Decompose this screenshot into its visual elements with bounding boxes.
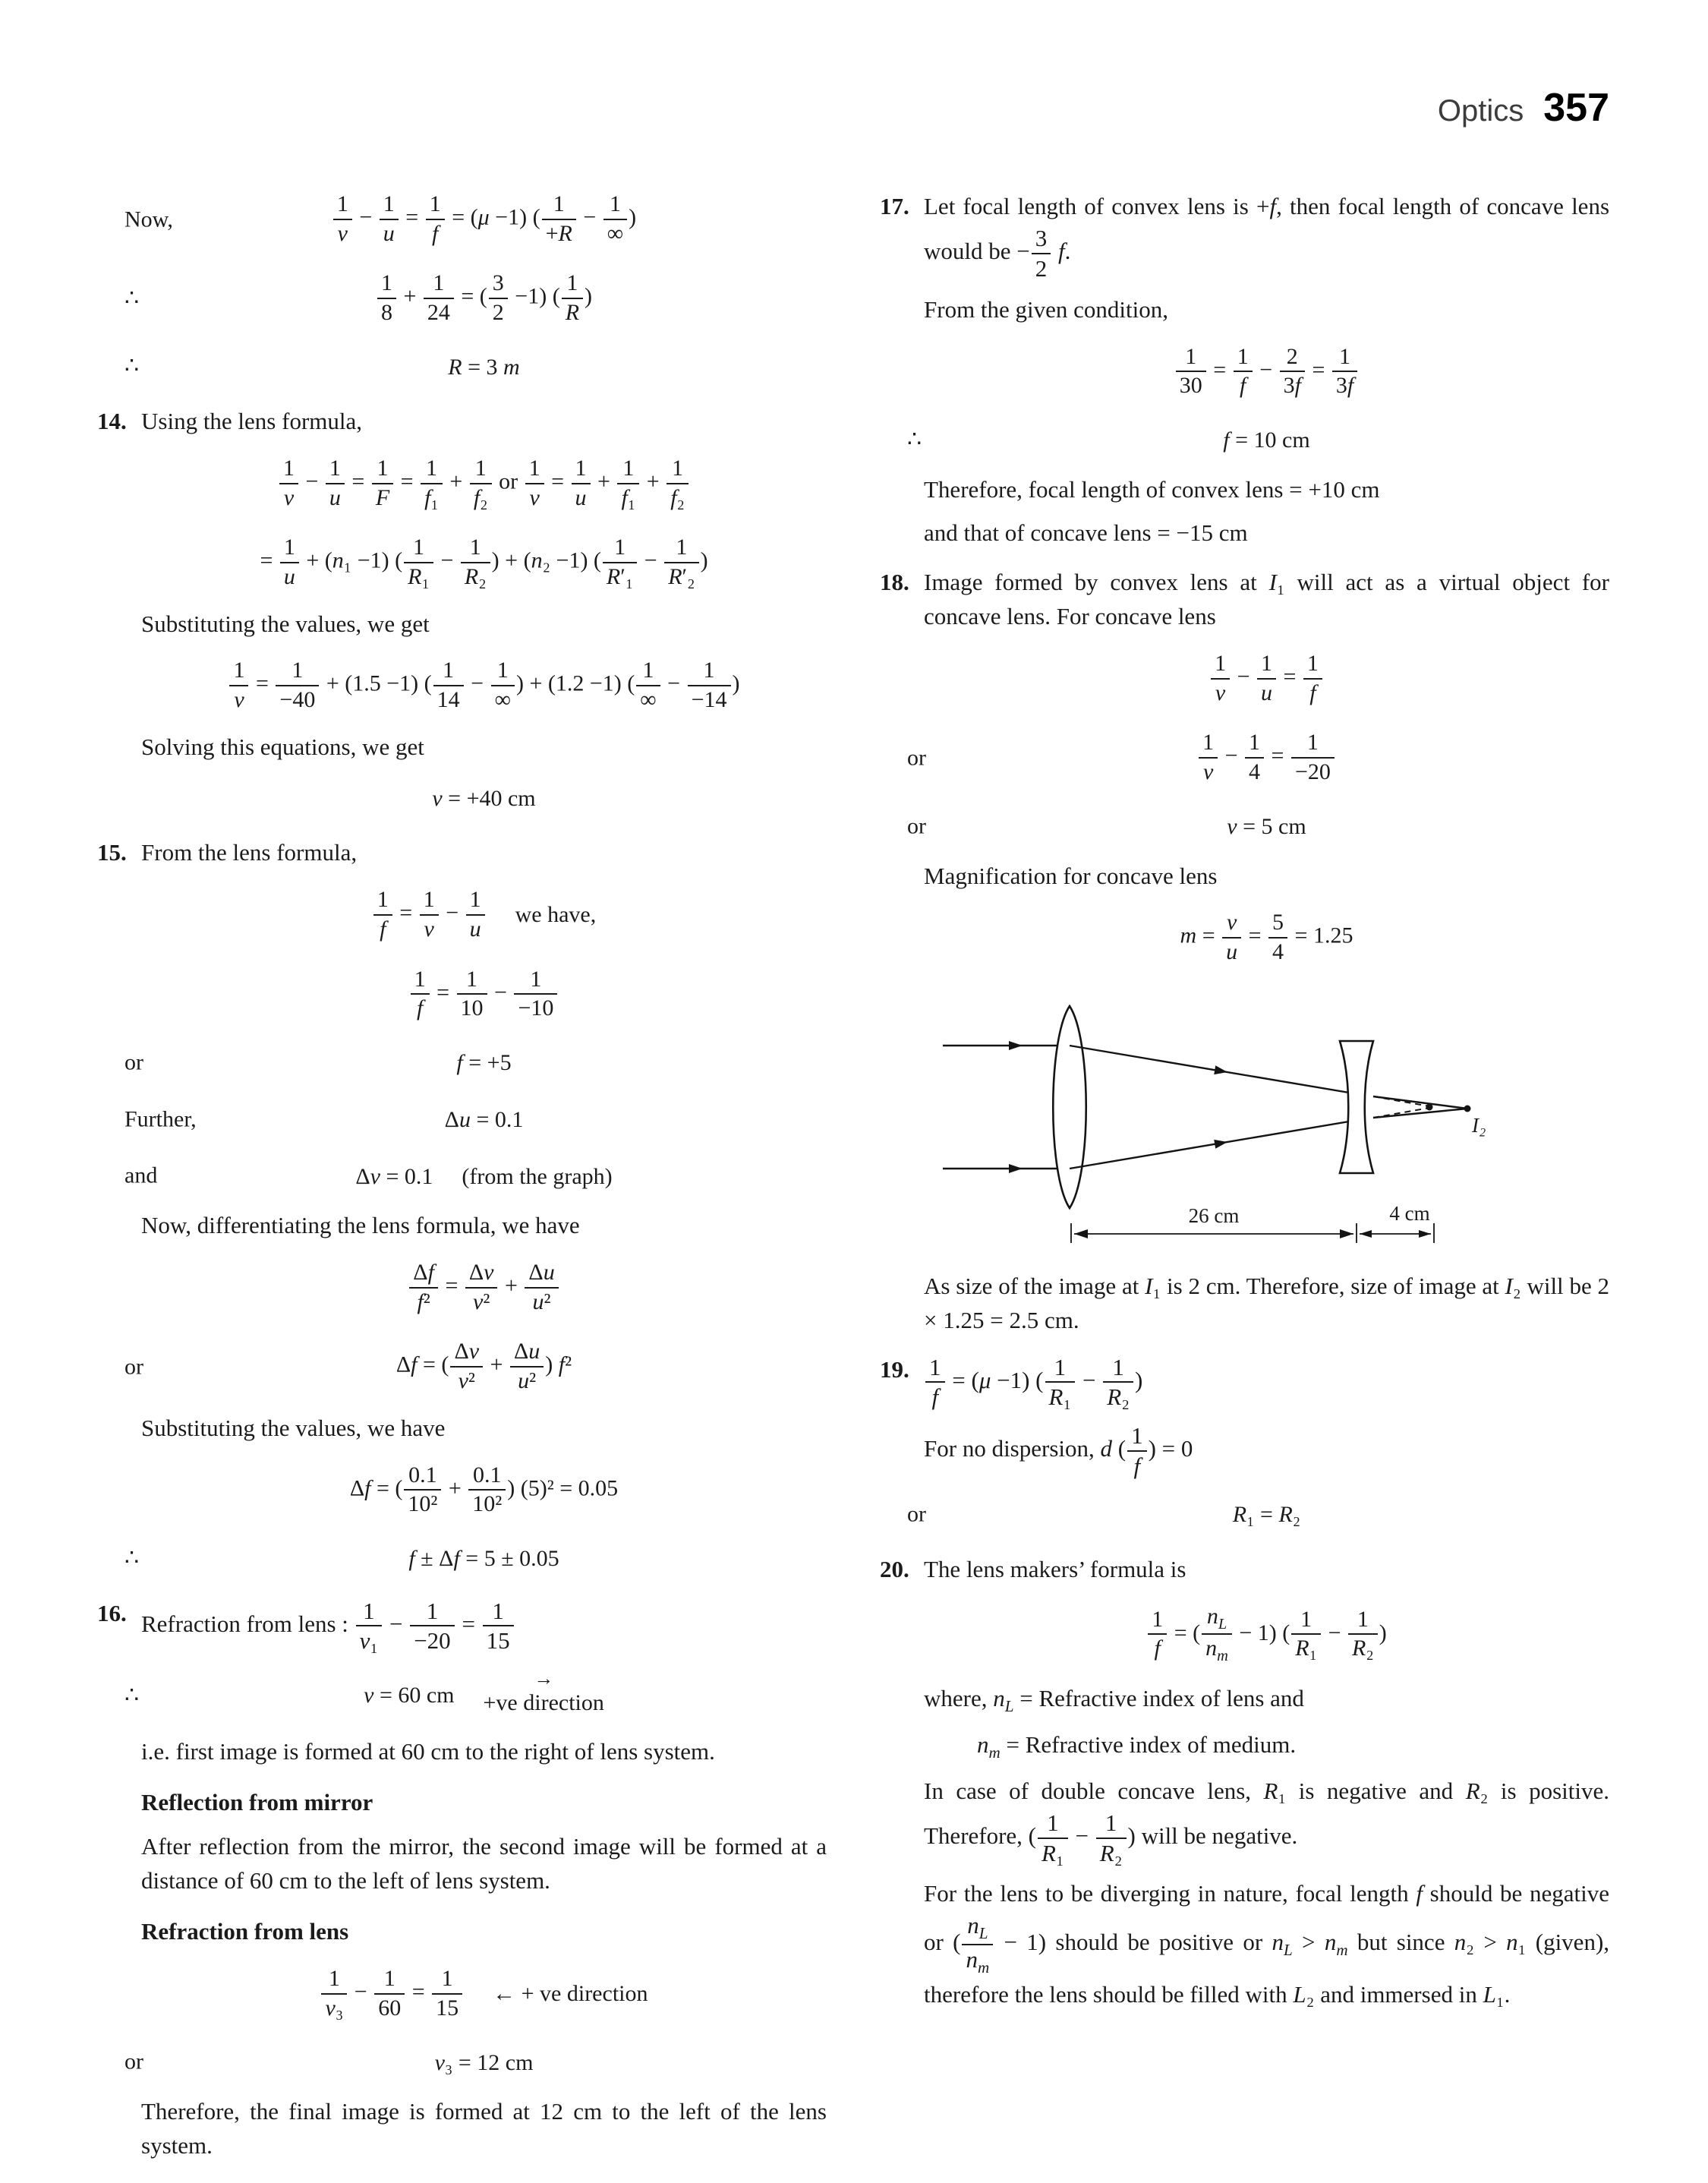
equation-line: [907, 1491, 1609, 1538]
paragraph: Substituting the values, we get: [141, 610, 430, 637]
equation-line: [124, 263, 827, 333]
numbered-item: [97, 405, 827, 439]
paragraph: and that of concave lens = −15 cm: [924, 519, 1248, 547]
equation: $\frac{1}{v}$ − $\frac{1}{u}$ = $\frac{1}{f}$ = (μ −1) ( $\frac{1}{+R}$ − $\frac{1}{\infty}$ ): [332, 191, 636, 248]
fraction: $\frac{1}{u}$: [465, 886, 487, 943]
equation-line: [924, 644, 1609, 713]
fraction: $\frac{1}{\text{f₁}}$: [419, 455, 444, 512]
item-number: 19.: [880, 1355, 909, 1383]
equation: $\frac{1}{f}$ = $\frac{1}{10}$ − $\frac{1}{-10}$: [409, 966, 559, 1023]
item-text: Refraction from lens : $\frac{1}{\text{v₁}}$ − $\frac{1}{-20}$ = $\frac{1}{15}$: [141, 1597, 827, 1656]
fraction: $\frac{1}{\text{R₂}}$: [1101, 1353, 1135, 1412]
fraction: $\frac{2}{3f}$: [1278, 343, 1306, 400]
equation: Δf = ( $\frac{0.1}{\text{10²}}$ + $\frac{0.1}{\text{10²}}$ ) (5)² = 0.05: [350, 1462, 618, 1519]
equation-label: ∴: [124, 285, 140, 311]
equation: = $\frac{1}{u}$ + (n₁ −1) ( $\frac{1}{\text{R₁}}$ − $\frac{1}{\text{R₂}}$ ) + (n₂ −1) ( $\frac{1}{\text{R′₁}}$ − $\frac{1}{\text{R′₂}}$ ): [260, 534, 707, 591]
fraction: $\frac{1}{\text{R₂}}$: [1347, 1606, 1379, 1663]
equation: $\frac{1}{30}$ = $\frac{1}{f}$ − $\frac{2}{3f}$ = $\frac{1}{3f}$: [1174, 343, 1359, 400]
fraction: $\frac{1}{15}$: [430, 1965, 464, 2022]
fraction: $\frac{1}{30}$: [1174, 343, 1208, 400]
equation-line: [141, 528, 827, 597]
distance-4cm-label: 4 cm: [1389, 1201, 1430, 1225]
fraction: $\frac{1}{u}$: [570, 455, 592, 512]
fraction: $\frac{1}{3f}$: [1331, 343, 1359, 400]
fraction: $\frac{1}{4}$: [1243, 729, 1265, 786]
fraction: $\frac{1}{v}$: [1209, 650, 1231, 707]
fraction: $\frac{1}{\text{R₂}}$: [459, 534, 492, 591]
equation-line: [924, 337, 1609, 406]
fraction: $\frac{1}{u}$: [378, 191, 400, 248]
fraction: $\frac{1}{\text{R₁}}$: [1290, 1606, 1322, 1663]
fraction: $\frac{1}{\text{v₃}}$: [320, 1965, 348, 2022]
equation-line: [124, 2038, 827, 2085]
fraction: $\frac{1}{\text{f₁}}$: [616, 455, 641, 512]
paragraph: i.e. first image is formed at 60 cm to the right of lens system.: [141, 1738, 715, 1765]
image-point-i2: [1464, 1105, 1471, 1112]
fraction: $\frac{0.1}{\text{10²}}$: [467, 1462, 507, 1519]
fraction: $\frac{1}{+R}$: [540, 191, 578, 248]
fraction: $\frac{1}{-20}$: [1290, 729, 1336, 786]
fraction: $\frac{1}{\text{R₁}}$: [1044, 1353, 1077, 1412]
equation: $\frac{1}{f}$ = ( $\frac{n_L}{n_m}$ − 1) ( $\frac{1}{\text{R₁}}$ − $\frac{1}{\text{R₂}}$ ): [1146, 1603, 1387, 1667]
equation-line: [141, 651, 827, 720]
fraction: $\frac{1}{f}$: [1146, 1606, 1168, 1663]
equation-label: or: [124, 1354, 143, 1380]
image-point-i1: [1426, 1103, 1433, 1110]
equation: $\frac{1}{v}$ − $\frac{1}{4}$ = $\frac{1}{-20}$: [1197, 729, 1336, 786]
paragraph: After reflection from the mirror, the second image will be formed at a distance of 60 cm to the left of lens system.: [141, 1833, 827, 1894]
equation: $\frac{1}{v}$ = $\frac{1}{-40}$ + (1.5 −1) ( $\frac{1}{14}$ − $\frac{1}{\infty}$ ) + (1.2 −1) ( $\frac{1}{\infty}$ − $\frac{1}{-14}$ ): [228, 657, 739, 714]
numbered-item: [880, 1353, 1609, 1412]
equation-line: [141, 1456, 827, 1525]
equation: v = +40 cm: [432, 785, 536, 811]
equation: $\frac{1}{f}$ = $\frac{1}{v}$ − $\frac{1}{u}$: [372, 886, 487, 943]
equation-line: [124, 342, 827, 390]
equation-note: we have,: [515, 902, 597, 928]
paragraph: As size of the image at I₁ is 2 cm. Therefore, size of image at I₂ will be 2 × 1.25 = 2.5 cm.: [924, 1272, 1609, 1333]
fraction: $\frac{\Delta v}{\text{v²}}$: [464, 1259, 499, 1316]
fraction: $\frac{1}{u}$: [279, 534, 301, 591]
equation-line: [141, 1253, 827, 1322]
fraction: $\frac{\Delta u}{\text{u²}}$: [509, 1338, 545, 1395]
equation-label: or: [907, 812, 926, 838]
incident-rays: [943, 1041, 1070, 1173]
equation-label: or: [124, 2049, 143, 2074]
equation-line: [141, 449, 827, 518]
paragraph: In case of double concave lens, R₁ is negative and R₂ is positive. Therefore, ( $\frac{1}{\text{R₁}}$ − $\frac{1}{\text{R₂}}$ ) will be negative.: [924, 1777, 1610, 1866]
fraction: $\frac{n_L}{n_m}$: [1200, 1603, 1234, 1667]
equation: $\frac{1}{v}$ − $\frac{1}{u}$ = $\frac{1}{F}$ = $\frac{1}{\text{f₁}}$ + $\frac{1}{\text{f₂}}$ or $\frac{1}{v}$ = $\frac{1}{u}$ + $\frac{1}{\text{f₁}}$ + $\frac{1}{\text{f₂}}$: [278, 455, 690, 512]
equation-label: and: [124, 1162, 158, 1188]
paragraph: For no dispersion, d ( $\frac{1}{f}$ ) = 0: [924, 1422, 1193, 1479]
fraction: $\frac{1}{\text{f₂}}$: [665, 455, 690, 512]
fraction: $\frac{1}{f}$: [1232, 343, 1254, 400]
equation: R₁ = R₂: [1232, 1502, 1301, 1528]
fraction: $\frac{1}{v}$: [278, 455, 300, 512]
fraction: $\frac{1}{F}$: [370, 455, 395, 512]
page-number: 357: [1543, 86, 1609, 130]
equation-line: [124, 1039, 827, 1086]
equation-label: ∴: [124, 1683, 140, 1708]
equation-line: [924, 1597, 1609, 1673]
distance-26cm-label: 26 cm: [1188, 1203, 1240, 1227]
fraction: $\frac{1}{\text{v₁}}$: [355, 1597, 384, 1656]
item-number: 16.: [97, 1599, 127, 1626]
section-heading: Reflection from mirror: [141, 1789, 373, 1816]
equation-line: [141, 774, 827, 822]
item-text: Using the lens formula,: [141, 408, 363, 435]
refracted-rays: [1070, 1046, 1353, 1169]
fraction: $\frac{1}{u}$: [324, 455, 346, 512]
item-text: Let focal length of convex lens is +f, then focal length of concave lens would be − $\frac{3}{2}$ f.: [924, 193, 1610, 282]
page-header: [97, 85, 1609, 131]
equation-line: [141, 960, 827, 1029]
item-number: 18.: [880, 569, 909, 596]
equation: f = +5: [456, 1050, 512, 1076]
fraction: $\frac{1}{-40}$: [274, 657, 320, 714]
equation-label: Now,: [124, 206, 173, 232]
equation-line: [907, 723, 1609, 792]
equation-line: [141, 880, 827, 949]
item-number: 17.: [880, 193, 909, 219]
equation-line: [907, 416, 1609, 463]
concave-lens-shape: [1340, 1041, 1373, 1173]
equation: v₃ = 12 cm: [434, 2049, 534, 2075]
equation-note: → +ve direction: [483, 1667, 604, 1715]
fraction: $\frac{1}{u}$: [1256, 650, 1278, 707]
section-heading: Refraction from lens: [141, 1918, 349, 1945]
fraction: $\frac{\Delta v}{\text{v²}}$: [449, 1338, 484, 1395]
fraction: $\frac{1}{60}$: [373, 1965, 406, 2022]
numbered-item: [97, 1597, 827, 1656]
equation-label: or: [124, 1049, 143, 1074]
equation: m = $\frac{v}{u}$ = $\frac{5}{4}$ = 1.25: [1180, 909, 1353, 966]
fraction: $\frac{1}{\infty}$: [490, 657, 516, 714]
fraction: $\frac{1}{\text{f₂}}$: [468, 455, 493, 512]
equation: Δv = 0.1: [355, 1163, 433, 1189]
item-text: Image formed by convex lens at I₁ will act as a virtual object for concave lens. For concave lens: [924, 569, 1609, 630]
equation: Δu = 0.1: [444, 1107, 524, 1132]
paragraph: $n_m$ = Refractive index of medium.: [977, 1731, 1297, 1762]
fraction: $\frac{1}{f}$: [409, 966, 431, 1023]
paragraph: Now, differentiating the lens formula, we have: [141, 1212, 580, 1239]
i2-label: I₂: [1472, 1113, 1486, 1137]
fraction: $\frac{1}{-14}$: [686, 657, 733, 714]
equation-line: [124, 1153, 827, 1200]
lens-ray-diagram: [924, 992, 1609, 1254]
equation-line: [124, 1665, 827, 1725]
numbered-item: [97, 836, 827, 870]
item-number: 15.: [97, 839, 127, 866]
paragraph: Solving this equations, we get: [141, 733, 424, 760]
fraction: $\frac{1}{15}$: [481, 1597, 515, 1656]
item-number: 20.: [880, 1555, 909, 1582]
fraction: $\frac{1}{8}$: [376, 270, 398, 327]
numbered-item: [880, 1553, 1609, 1587]
dimension-lines: [1071, 1223, 1434, 1243]
equation-label: or: [907, 745, 926, 771]
fraction: $\frac{1}{f}$: [1302, 650, 1324, 707]
fraction: $\frac{3}{2}$: [487, 270, 509, 327]
fraction: $\frac{1}{10}$: [455, 966, 489, 1023]
fraction: $\frac{n_L}{n_m}$: [960, 1911, 994, 1978]
paragraph: Substituting the values, we have: [141, 1414, 446, 1441]
fraction: $\frac{1}{R}$: [560, 270, 585, 327]
equation-note: (from the graph): [462, 1163, 613, 1189]
fraction: $\frac{1}{\infty}$: [635, 657, 661, 714]
fraction: $\frac{1}{-20}$: [408, 1597, 455, 1656]
paragraph: Magnification for concave lens: [924, 862, 1218, 889]
fraction: $\frac{3}{2}$: [1030, 224, 1053, 283]
equation-note: ← + ve direction: [493, 1980, 648, 2006]
equation: $\frac{1}{8}$ + $\frac{1}{24}$ = ( $\frac{3}{2}$ −1) ( $\frac{1}{R}$ ): [376, 270, 592, 327]
equation: $\frac{\Delta f}{\text{f²}}$ = $\frac{\Delta v}{\text{v²}}$ + $\frac{\Delta u}{\text{u²}}$: [408, 1259, 559, 1316]
item-text: From the lens formula,: [141, 839, 358, 866]
fraction: $\frac{\Delta f}{\text{f²}}$: [408, 1259, 440, 1316]
fraction: $\frac{v}{u}$: [1221, 909, 1243, 966]
equation-line: [124, 1535, 827, 1582]
equation: v = 60 cm: [364, 1683, 455, 1708]
numbered-item: [880, 190, 1609, 283]
fraction: $\frac{1}{v}$: [332, 191, 354, 248]
equation-line: [924, 903, 1609, 972]
equation-label: ∴: [124, 353, 140, 379]
paragraph: From the given condition,: [924, 295, 1169, 323]
fraction: $\frac{1}{f}$: [424, 191, 446, 248]
right-column: [880, 175, 1609, 2022]
fraction: $\frac{1}{v}$: [228, 657, 250, 714]
equation-line: [124, 1096, 827, 1143]
two-column-layout: [97, 175, 1609, 2173]
fraction: $\frac{1}{f}$: [372, 886, 394, 943]
direction-arrow-icon: →: [534, 1667, 554, 1690]
equation-line: [124, 1332, 827, 1401]
fraction: $\frac{1}{\text{R′₁}}$: [601, 534, 638, 591]
equation: $\frac{1}{\text{v₃}}$ − $\frac{1}{60}$ = $\frac{1}{15}$: [320, 1965, 464, 2022]
item-text: The lens makers’ formula is: [924, 1555, 1186, 1582]
paragraph: where, $n_L$ = Refractive index of lens and: [924, 1685, 1304, 1716]
fraction: $\frac{1}{f}$: [1126, 1421, 1149, 1481]
equation: f ± Δf = 5 ± 0.05: [408, 1546, 559, 1572]
chapter-title: Optics: [1437, 94, 1524, 128]
fraction: $\frac{1}{\text{R₁}}$: [1036, 1809, 1070, 1868]
paragraph: Therefore, focal length of convex lens = +10 cm: [924, 475, 1380, 503]
fraction: $\frac{1}{14}$: [432, 657, 465, 714]
equation: v = 5 cm: [1227, 814, 1306, 840]
fraction: $\frac{1}{f}$: [924, 1353, 947, 1412]
convex-lens-shape: [1053, 1006, 1086, 1208]
item-number: 14.: [97, 408, 127, 435]
equation-line: [124, 185, 827, 254]
equation-label: Further,: [124, 1106, 197, 1131]
fraction: $\frac{1}{24}$: [422, 270, 455, 327]
item-text: $\frac{1}{f}$ = (μ −1) ( $\frac{1}{\text{R₁}}$ − $\frac{1}{\text{R₂}}$ ): [924, 1353, 1609, 1412]
fraction: $\frac{1}{\text{R₂}}$: [1095, 1809, 1128, 1868]
left-column: [97, 175, 827, 2173]
fraction: $\frac{0.1}{\text{10²}}$: [402, 1462, 443, 1519]
equation-line: [907, 803, 1609, 850]
fraction: $\frac{5}{4}$: [1267, 909, 1289, 966]
fraction: $\frac{1}{\text{R′₂}}$: [663, 534, 700, 591]
equation-label: or: [907, 1500, 926, 1526]
fraction: $\frac{\Delta u}{\text{u²}}$: [523, 1259, 559, 1316]
fraction: $\frac{1}{v}$: [418, 886, 440, 943]
equation: Δf = ( $\frac{\Delta v}{\text{v²}}$ + $\frac{\Delta u}{\text{u²}}$ ) f²: [396, 1338, 572, 1395]
paragraph: For the lens to be diverging in nature, focal length f should be negative or ( $\frac{n_L}{n_m}$ − 1) should be positive or $n_L > n_m$ but since n₂ > n₁ (given), therefore the lens should be filled with L₂ and immersed in L₁.: [924, 1880, 1610, 2008]
fraction: $\frac{1}{\text{R₁}}$: [402, 534, 435, 591]
numbered-item: [880, 566, 1609, 634]
equation: f = 10 cm: [1223, 427, 1310, 453]
fraction: $\frac{1}{\infty}$: [602, 191, 629, 248]
equation: R = 3 m: [448, 354, 520, 380]
fraction: $\frac{1}{v}$: [524, 455, 546, 512]
equation-label: ∴: [907, 426, 922, 452]
equation-line: [141, 1959, 827, 2028]
equation-label: ∴: [124, 1544, 140, 1570]
fraction: $\frac{1}{-10}$: [512, 966, 559, 1023]
paragraph: Therefore, the final image is formed at 12 cm to the left of the lens system.: [141, 2098, 827, 2159]
equation: $\frac{1}{v}$ − $\frac{1}{u}$ = $\frac{1}{f}$: [1209, 650, 1324, 707]
fraction: $\frac{1}{v}$: [1197, 729, 1219, 786]
